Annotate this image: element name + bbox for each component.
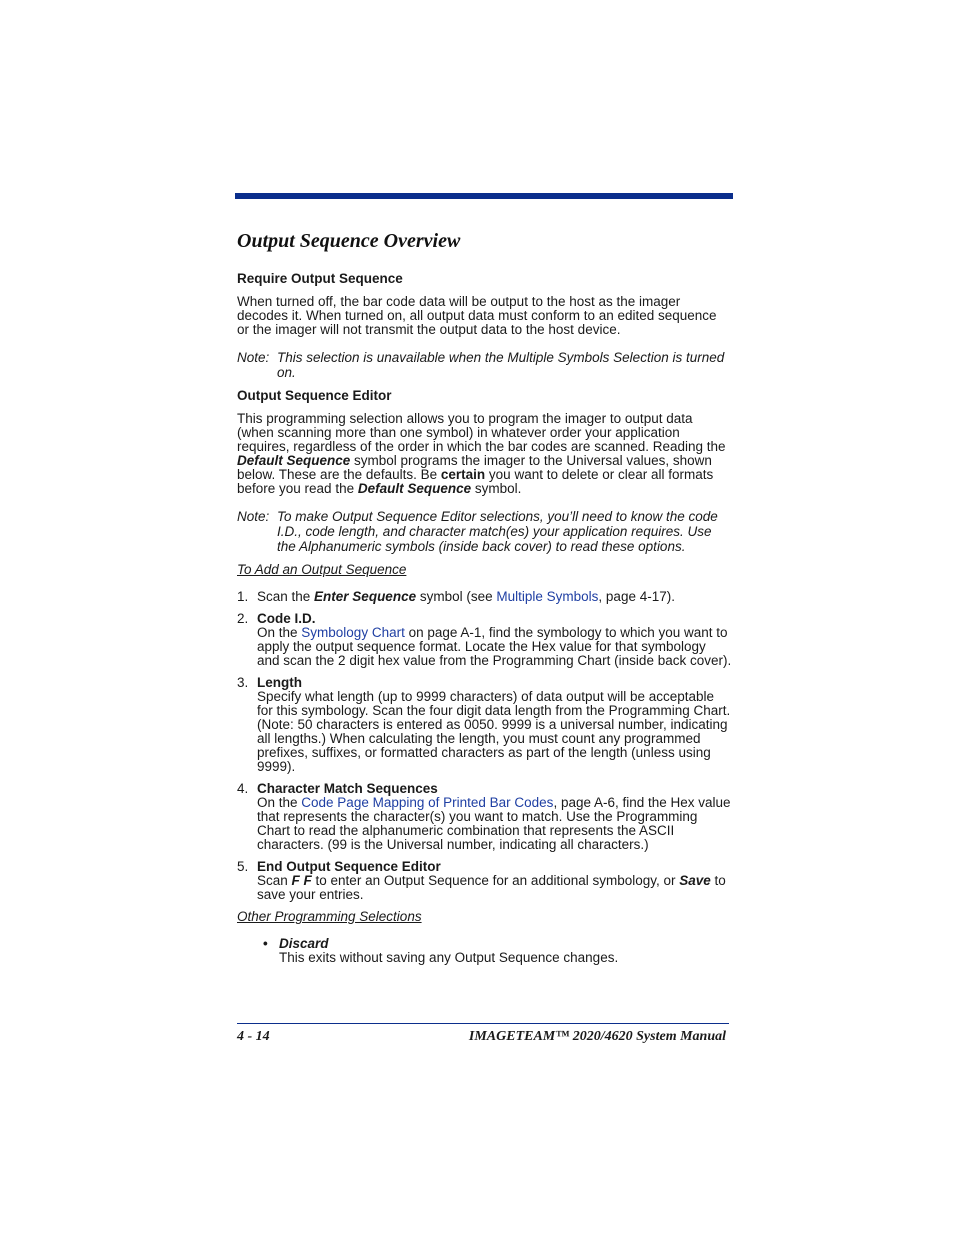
step-2 — [237, 612, 732, 668]
text-run: On the — [257, 795, 302, 810]
default-sequence-term: Default Sequence — [357, 481, 472, 496]
text-run: On the — [257, 625, 302, 640]
step-number: 4. — [237, 781, 249, 796]
step-number: 1. — [237, 589, 249, 604]
step-4 — [237, 782, 732, 852]
text-run: symbol (see — [416, 589, 497, 604]
step-body — [257, 782, 732, 852]
section-paragraph-editor — [237, 412, 732, 496]
step-number: 5. — [237, 859, 249, 874]
step-3 — [237, 676, 732, 774]
step-heading: End Output Sequence Editor — [257, 859, 441, 874]
step-number: 2. — [237, 611, 249, 626]
text-run: symbol programs the imager to the Universal values, shown below. These are the defaults. Be — [237, 453, 712, 482]
text-run: you want to delete or clear all formats before you read the — [237, 467, 714, 496]
header-rule — [235, 193, 733, 199]
note-label: Note: — [237, 509, 270, 524]
page-content — [237, 272, 732, 965]
page-number: 4 - 14 — [237, 1029, 270, 1044]
text-run: Scan the — [257, 589, 315, 604]
text-run: This programming selection allows you to program the imager to output data (when scanning more than one symbol) in whatever order your application requires, regardless of the order in which the bar codes are scanned. Reading the — [237, 411, 726, 454]
step-5 — [237, 860, 732, 902]
ff-term: F F — [291, 873, 312, 888]
step-body — [257, 612, 732, 668]
bullet-discard — [263, 937, 732, 965]
text-run: , page A-6, find the Hex value that represents the character(s) you want to match. Use the Programming Chart to read the alphanumeric combination that represents the ASCII characters. (99 is the Universal number, indicating all characters.) — [257, 795, 731, 852]
step-body — [257, 860, 732, 902]
footer-rule — [237, 1023, 729, 1024]
note-text: To make Output Sequence Editor selections, you’ll need to know the code I.D., code length, and character match(es) your application requires. Use the Alphanumeric symbols (inside back cover) to read these options. — [277, 509, 718, 554]
bullet-text: This exits without saving any Output Sequence changes. — [279, 950, 619, 965]
note-editor-requirements — [237, 509, 732, 554]
link-multiple-symbols[interactable]: Multiple Symbols — [496, 589, 599, 604]
certain-term: certain — [440, 467, 486, 482]
subheading-add-sequence: To Add an Output Sequence — [237, 562, 407, 577]
step-heading: Character Match Sequences — [257, 781, 438, 796]
section-heading-editor: Output Sequence Editor — [237, 388, 392, 403]
note-label: Note: — [237, 350, 270, 365]
save-term: Save — [679, 873, 711, 888]
text-run: to save your entries. — [257, 873, 726, 902]
steps-list — [237, 590, 732, 902]
step-number: 3. — [237, 675, 249, 690]
bullet-body — [279, 937, 618, 965]
text-run: to enter an Output Sequence for an additional symbology, or — [311, 873, 680, 888]
section-heading-require: Require Output Sequence — [237, 271, 403, 286]
text-run: on page A-1, find the symbology to which you want to apply the output sequence format. Locate the Hex value for that symbology and scan the 2 digit hex value from the Programming Chart (inside back cover). — [257, 625, 732, 668]
bullet-heading: Discard — [279, 936, 329, 951]
enter-sequence-term: Enter Sequence — [314, 589, 417, 604]
subheading-other-selections: Other Programming Selections — [237, 909, 422, 924]
link-code-page-mapping[interactable]: Code Page Mapping of Printed Bar Codes — [301, 795, 554, 810]
step-1 — [237, 590, 732, 604]
step-heading: Length — [257, 675, 302, 690]
link-symbology-chart[interactable]: Symbology Chart — [301, 625, 405, 640]
section-paragraph-require: When turned off, the bar code data will be output to the host as the imager decodes it. When turned on, all output data must conform to an edited sequence or the imager will not transmit the output data to the host device. — [237, 294, 717, 337]
text-run: , page 4-17). — [598, 589, 675, 604]
page-title: Output Sequence Overview — [237, 230, 461, 252]
text-run: Specify what length (up to 9999 characters) of data output will be acceptable for this symbology. Scan the four digit data length from the Programming Chart. (Note: 50 characters is entered as 0050. 9999 is a universal number, indicating all lengths.) When calculating the length, you must count any programmed prefixes, suffixes, or formatted characters as part of the length (unless using 9999). — [257, 689, 731, 774]
note-text: This selection is unavailable when the Multiple Symbols Selection is turned on. — [277, 350, 725, 380]
default-sequence-term: Default Sequence — [237, 453, 351, 468]
text-run: Scan — [257, 873, 292, 888]
page-footer — [237, 1029, 726, 1045]
bullet-dot: • — [263, 936, 268, 951]
text-run: symbol. — [471, 481, 522, 496]
step-heading: Code I.D. — [257, 611, 316, 626]
step-body — [257, 590, 732, 604]
note-multiple-symbols — [237, 350, 732, 380]
step-body — [257, 676, 732, 774]
manual-title: IMAGETEAM™ 2020/4620 System Manual — [468, 1029, 726, 1044]
